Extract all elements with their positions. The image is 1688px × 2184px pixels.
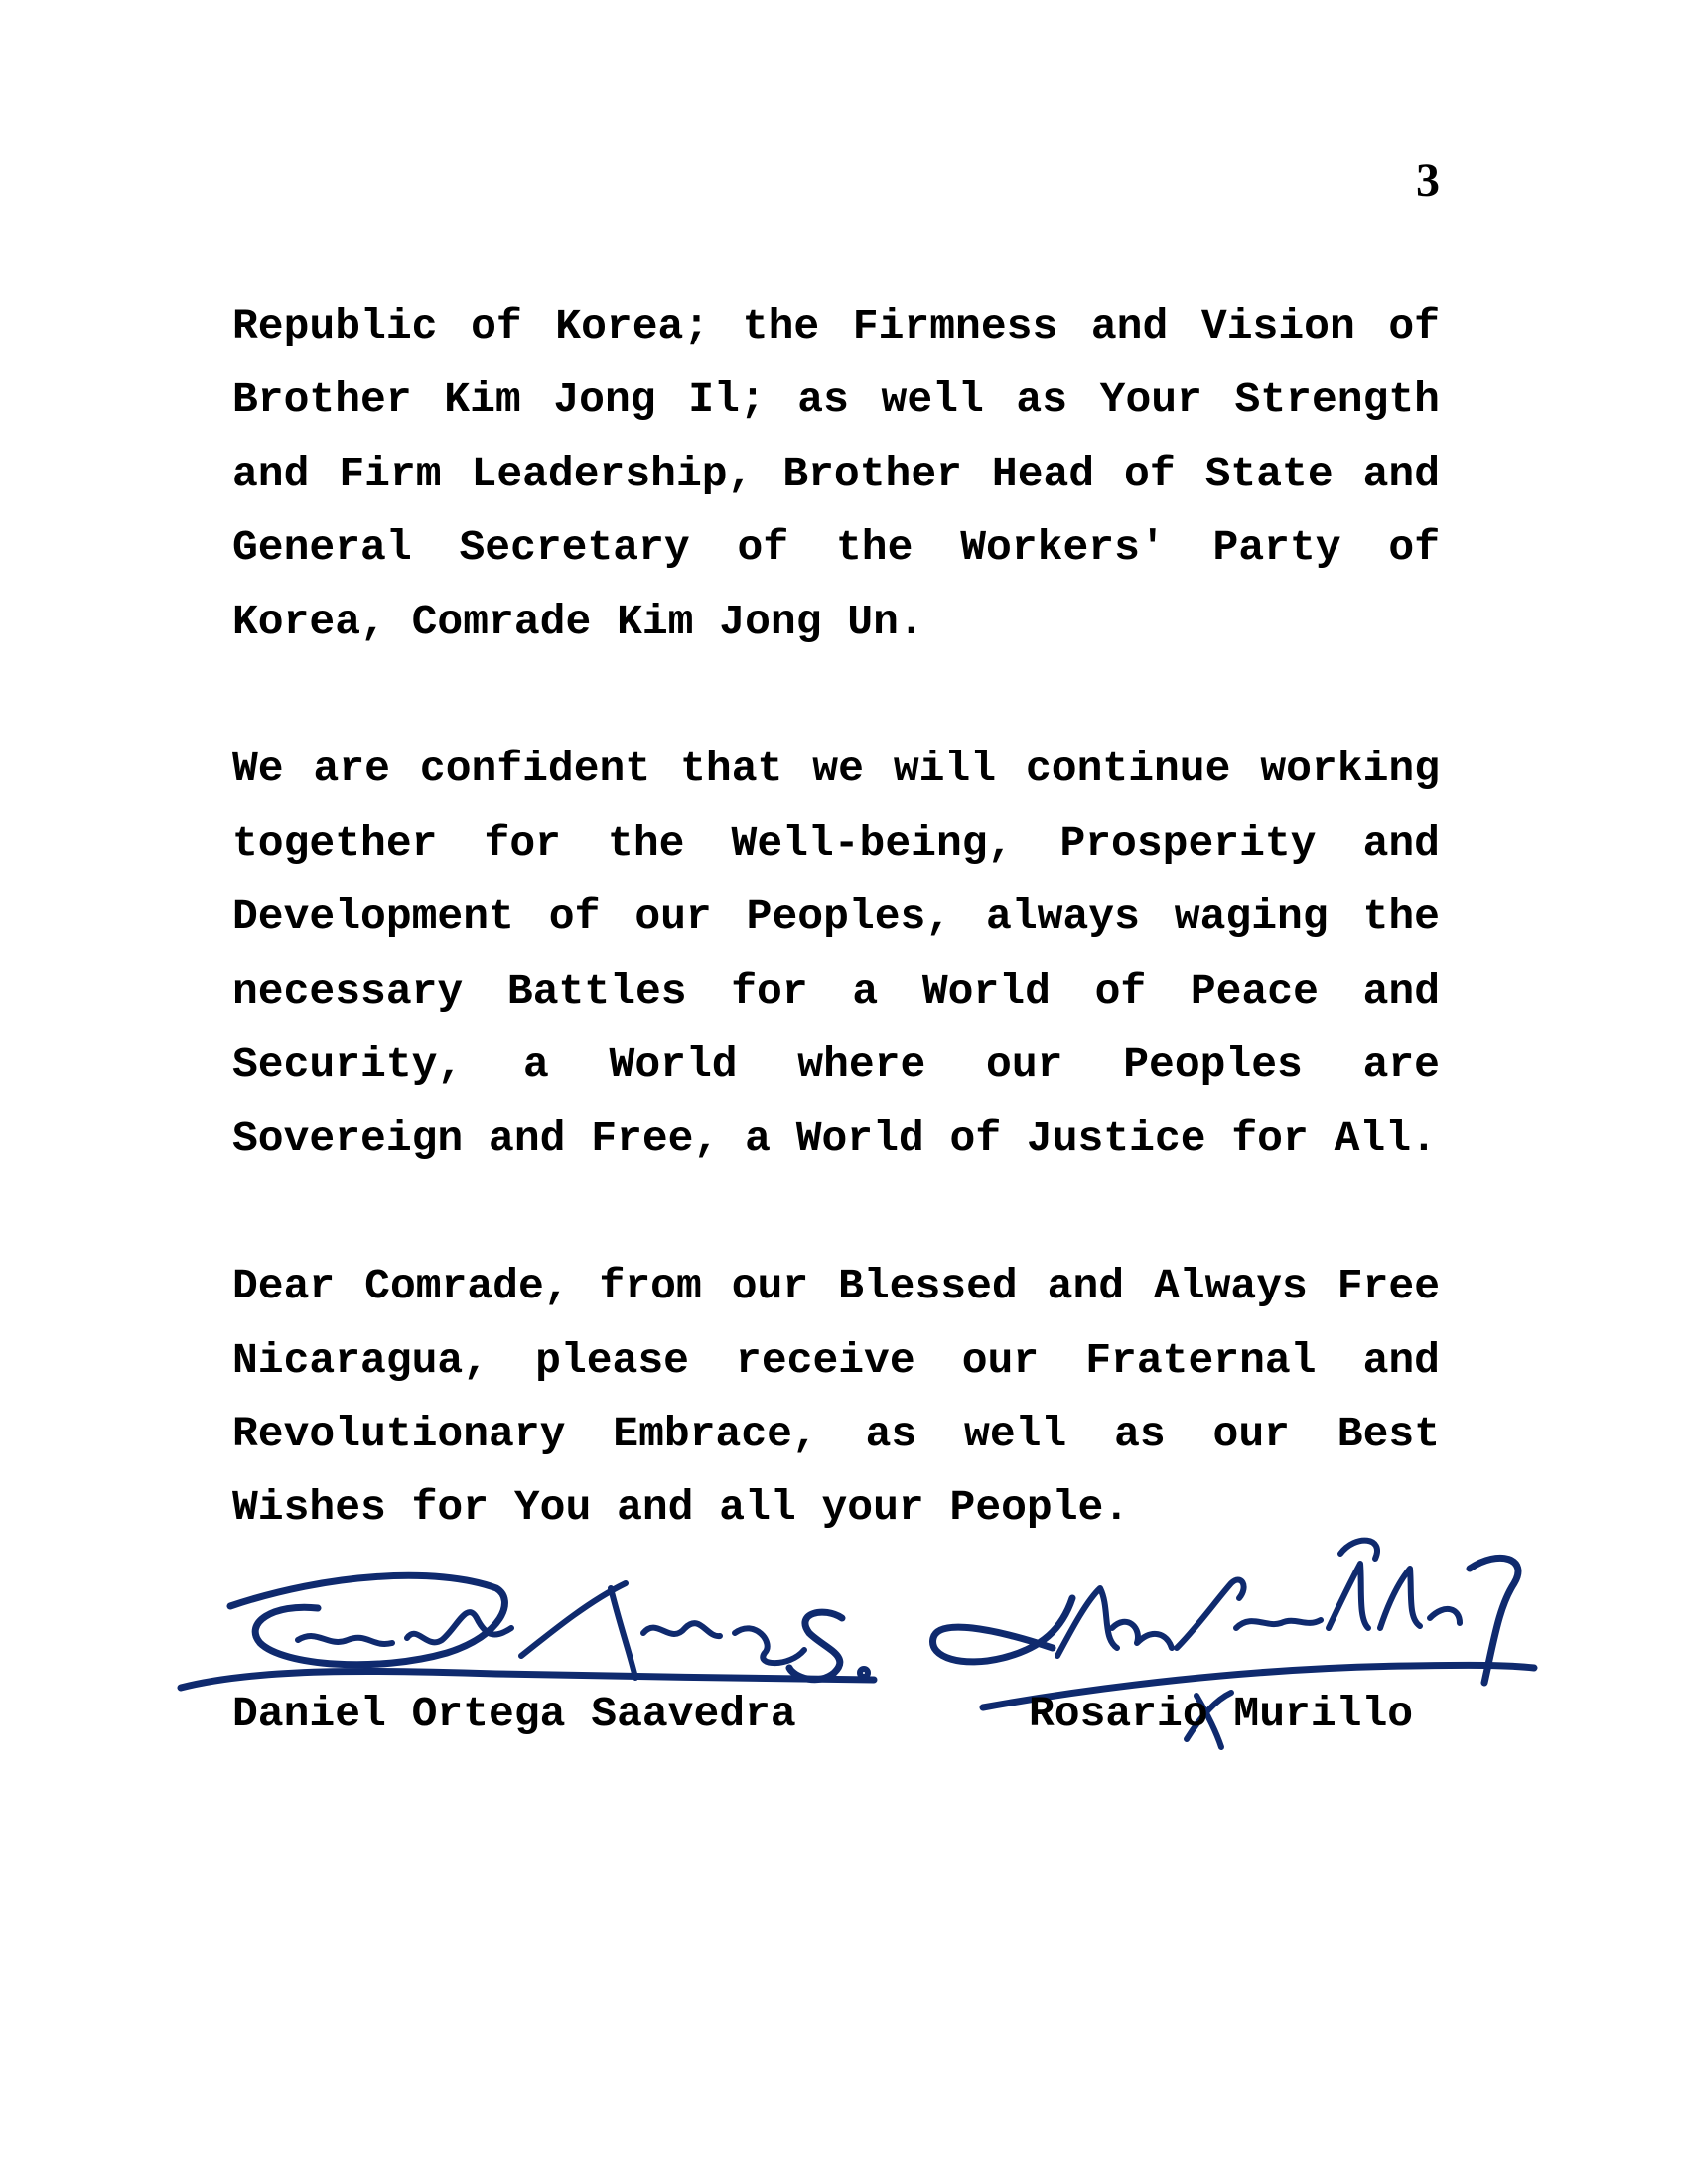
page-number: 3 bbox=[1416, 154, 1440, 206]
signer-name-daniel-ortega: Daniel Ortega Saavedra bbox=[232, 1690, 796, 1738]
letter-body bbox=[232, 290, 1440, 1546]
signer-name-rosario-murillo: Rosario Murillo bbox=[1029, 1690, 1414, 1738]
signature-daniel-ortega bbox=[181, 1575, 874, 1688]
paragraph-2: We are confident that we will continue working together for the Well-being, Prosperity and Development of our Peoples, always waging the necessary Battles for a World of Peace and Security, a World where our Peoples are Sovereign and Free, a World of Justice for All. bbox=[232, 745, 1440, 1163]
paragraph-1: Republic of Korea; the Firmness and Vision of Brother Kim Jong Il; as well as Your Strength and Firm Leadership, Brother Head of State and General Secretary of the Workers' Party of Korea, Comrade Kim Jong Un. bbox=[232, 302, 1440, 646]
paragraph-3: Dear Comrade, from our Blessed and Always Free Nicaragua, please receive our Fraternal and Revolutionary Embrace, as well as our Best Wishes for You and all your People. bbox=[232, 1262, 1440, 1533]
